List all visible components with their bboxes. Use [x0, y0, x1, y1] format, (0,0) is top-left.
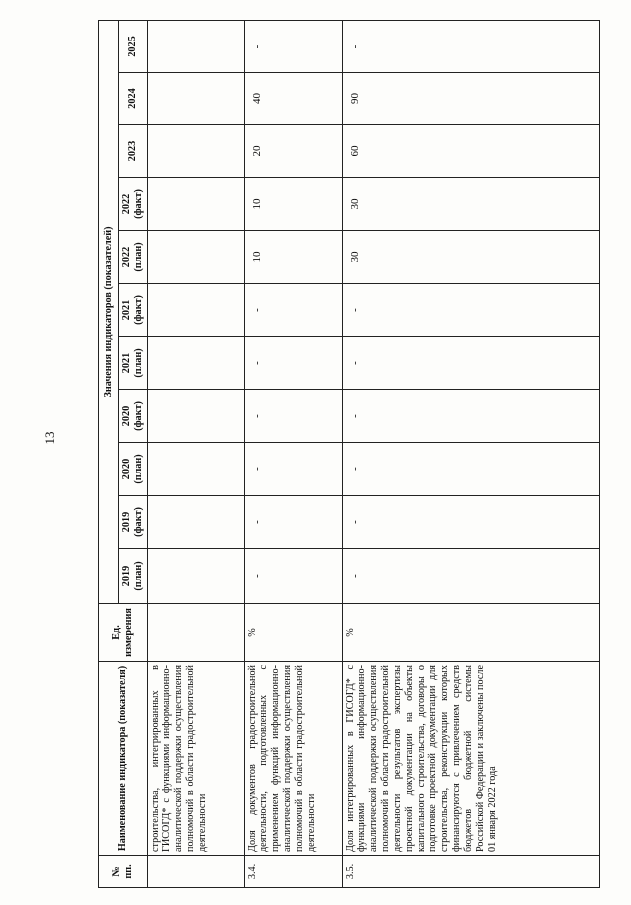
row-value: 40	[244, 73, 342, 125]
row-value: 30	[342, 231, 599, 284]
row-value	[147, 549, 244, 604]
row-value: 60	[342, 125, 599, 178]
row-value	[147, 284, 244, 337]
header-year: 2024	[119, 73, 148, 125]
row-name: строительства, интегрированных в ГИСОГД* с функциями информационно-аналитической поддержки осуществления полномочий в области градостроительной деятельности	[147, 662, 244, 856]
row-value	[147, 73, 244, 125]
row-value: -	[244, 284, 342, 337]
header-year: 2021 (факт)	[119, 284, 148, 337]
rotated-table-container	[98, 22, 600, 888]
row-value	[147, 337, 244, 390]
header-year: 2020 (факт)	[119, 390, 148, 443]
header-year: 2022 (факт)	[119, 178, 148, 231]
row-value: -	[342, 20, 599, 72]
row-value	[147, 443, 244, 496]
row-name: Доля интегрированных в ГИСОГД* с функциями информационно-аналитической поддержки осуществления полномочий в области градостроительной деятельности результатов экспертизы проектной документации на объекты капитального строительства, договоры о подготовке проектной документации для строительства, реконструкции которых финансируются с привлечением средств бюджетов бюджетной системы Российской Федерации и заключены после 01 января 2022 года	[342, 662, 599, 856]
header-values-group: Значения индикаторов (показателей)	[99, 20, 119, 603]
row-value: -	[244, 443, 342, 496]
row-value: -	[244, 20, 342, 72]
row-value: -	[342, 443, 599, 496]
row-value	[147, 178, 244, 231]
row-value: 20	[244, 125, 342, 178]
row-value	[147, 390, 244, 443]
header-year: 2022 (план)	[119, 231, 148, 284]
row-value	[147, 20, 244, 72]
header-num: № пп.	[99, 856, 148, 888]
header-year: 2019 (факт)	[119, 496, 148, 549]
page-number: 13	[42, 431, 57, 445]
row-value: -	[244, 496, 342, 549]
row-value: -	[342, 496, 599, 549]
row-value: -	[244, 549, 342, 604]
row-unit: %	[244, 604, 342, 662]
row-value: -	[244, 390, 342, 443]
row-value	[147, 496, 244, 549]
row-num	[147, 856, 244, 888]
row-name: Доля документов градостроительной деятельности, подготовленных с применением функций информационно-аналитической поддержки осуществления полномочий в области градостроительной деятельности	[244, 662, 342, 856]
indicators-table	[98, 20, 600, 888]
header-unit: Ед. измерения	[99, 604, 148, 662]
row-value: 10	[244, 231, 342, 284]
table-row	[147, 20, 244, 887]
row-value	[147, 125, 244, 178]
header-year: 2020 (план)	[119, 443, 148, 496]
row-value: -	[342, 284, 599, 337]
row-unit: %	[342, 604, 599, 662]
row-value	[147, 231, 244, 284]
row-value: -	[342, 549, 599, 604]
table-row	[342, 20, 599, 887]
row-value: 10	[244, 178, 342, 231]
header-year: 2021 (план)	[119, 337, 148, 390]
row-value: 30	[342, 178, 599, 231]
table-row	[244, 20, 342, 887]
row-value: -	[244, 337, 342, 390]
header-year: 2019 (план)	[119, 549, 148, 604]
row-value: 90	[342, 73, 599, 125]
row-value: -	[342, 337, 599, 390]
row-num: 3.5.	[342, 856, 599, 888]
row-value: -	[342, 390, 599, 443]
row-num: 3.4.	[244, 856, 342, 888]
header-name: Наименование индикатора (показателя)	[99, 662, 148, 856]
row-unit	[147, 604, 244, 662]
header-year: 2025	[119, 20, 148, 72]
header-year: 2023	[119, 125, 148, 178]
